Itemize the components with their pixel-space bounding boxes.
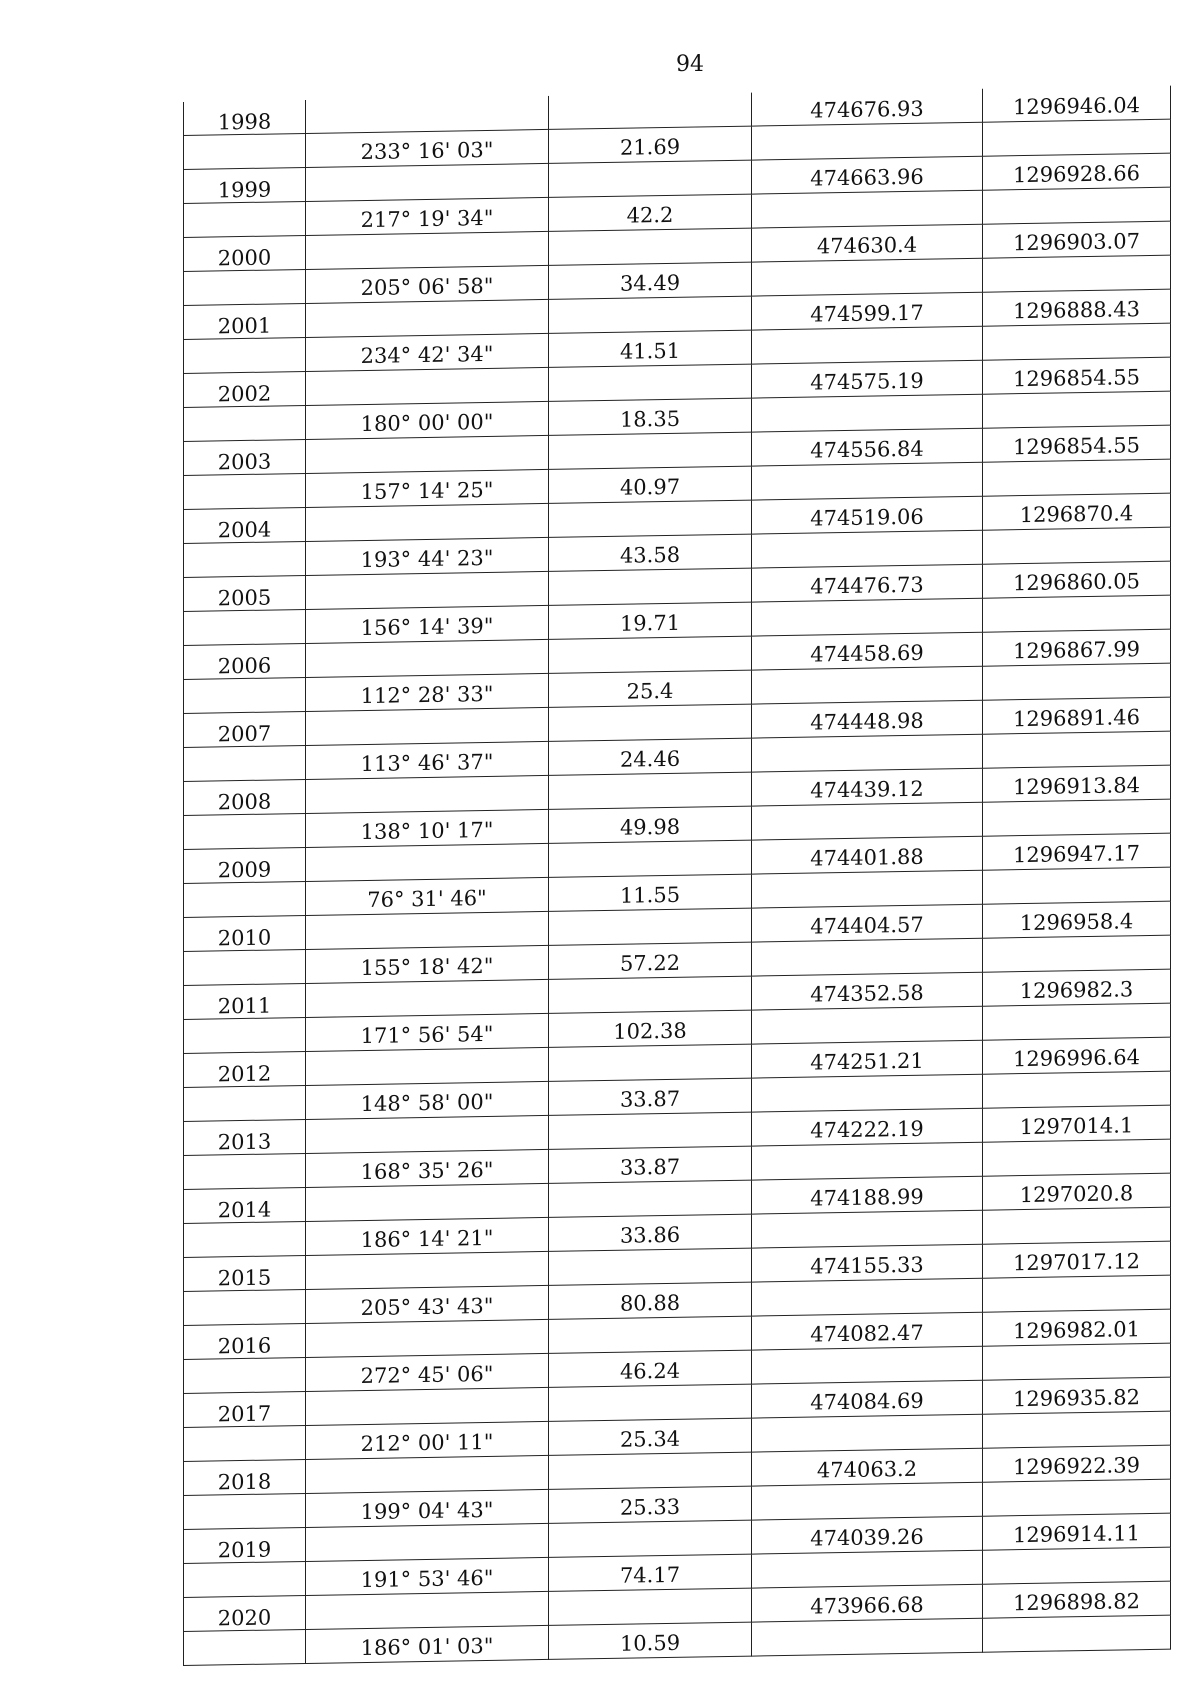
bearing-blank-cell — [306, 1183, 549, 1221]
station-cell: 1999 — [184, 167, 306, 203]
station-blank-cell — [184, 745, 306, 781]
bearing-cell: 171° 56' 54" — [306, 1013, 549, 1051]
easting-cell: 1296903.07 — [983, 221, 1171, 258]
station-blank-cell — [184, 337, 306, 373]
distance-blank-cell — [549, 704, 752, 741]
distance-blank-cell — [549, 93, 752, 130]
easting-cell: 1296982.3 — [983, 969, 1171, 1006]
bearing-cell: 180° 00' 00" — [306, 401, 549, 439]
distance-blank-cell — [549, 1452, 752, 1489]
distance-blank-cell — [549, 976, 752, 1013]
station-blank-cell — [184, 133, 306, 169]
station-cell: 2003 — [184, 439, 306, 475]
northing-cell: 474630.4 — [752, 224, 983, 262]
easting-cell: 1296922.39 — [983, 1445, 1171, 1482]
northing-blank-cell — [752, 734, 983, 772]
traverse-table-container — [183, 86, 1170, 1666]
traverse-table — [183, 86, 1171, 1666]
easting-cell: 1296928.66 — [983, 153, 1171, 190]
easting-blank-cell — [983, 391, 1171, 428]
northing-blank-cell — [752, 462, 983, 500]
bearing-cell: 113° 46' 37" — [306, 741, 549, 779]
northing-cell: 474676.93 — [752, 89, 983, 126]
bearing-blank-cell — [306, 979, 549, 1017]
northing-cell: 474401.88 — [752, 836, 983, 874]
station-blank-cell — [184, 609, 306, 645]
station-blank-cell — [184, 1629, 306, 1665]
bearing-blank-cell — [306, 1251, 549, 1289]
distance-cell: 19.71 — [549, 602, 752, 639]
station-blank-cell — [184, 201, 306, 237]
easting-blank-cell — [983, 187, 1171, 224]
easting-blank-cell — [983, 1343, 1171, 1380]
bearing-blank-cell — [306, 299, 549, 337]
northing-blank-cell — [752, 1550, 983, 1588]
northing-blank-cell — [752, 326, 983, 364]
distance-cell: 46.24 — [549, 1350, 752, 1387]
distance-blank-cell — [549, 568, 752, 605]
easting-cell: 1297017.12 — [983, 1241, 1171, 1278]
easting-cell: 1296891.46 — [983, 697, 1171, 734]
easting-cell: 1296888.43 — [983, 289, 1171, 326]
northing-cell: 474188.99 — [752, 1176, 983, 1214]
distance-blank-cell — [549, 908, 752, 945]
bearing-cell: 205° 06' 58" — [306, 265, 549, 303]
bearing-blank-cell — [306, 367, 549, 405]
distance-blank-cell — [549, 772, 752, 809]
bearing-cell: 191° 53' 46" — [306, 1557, 549, 1595]
bearing-cell: 148° 58' 00" — [306, 1081, 549, 1119]
bearing-blank-cell — [306, 163, 549, 201]
easting-cell: 1296947.17 — [983, 833, 1171, 870]
easting-blank-cell — [983, 323, 1171, 360]
bearing-blank-cell — [306, 1319, 549, 1357]
bearing-blank-cell — [306, 1523, 549, 1561]
northing-blank-cell — [752, 1482, 983, 1520]
distance-cell: 41.51 — [549, 330, 752, 367]
distance-blank-cell — [549, 1384, 752, 1421]
distance-blank-cell — [549, 1248, 752, 1285]
station-blank-cell — [184, 1493, 306, 1529]
station-blank-cell — [184, 677, 306, 713]
easting-cell: 1296867.99 — [983, 629, 1171, 666]
northing-blank-cell — [752, 1006, 983, 1044]
distance-cell: 80.88 — [549, 1282, 752, 1319]
northing-cell: 474155.33 — [752, 1244, 983, 1282]
northing-cell: 474663.96 — [752, 156, 983, 194]
easting-blank-cell — [983, 1139, 1171, 1176]
distance-blank-cell — [549, 500, 752, 537]
distance-blank-cell — [549, 432, 752, 469]
easting-blank-cell — [983, 1071, 1171, 1108]
northing-blank-cell — [752, 1618, 983, 1656]
bearing-blank-cell — [306, 231, 549, 269]
distance-cell: 102.38 — [549, 1010, 752, 1047]
station-blank-cell — [184, 1561, 306, 1597]
northing-blank-cell — [752, 598, 983, 636]
bearing-blank-cell — [306, 96, 549, 134]
distance-cell: 33.86 — [549, 1214, 752, 1251]
northing-blank-cell — [752, 870, 983, 908]
bearing-cell: 233° 16' 03" — [306, 129, 549, 167]
station-blank-cell — [184, 881, 306, 917]
bearing-cell: 234° 42' 34" — [306, 333, 549, 371]
northing-blank-cell — [752, 666, 983, 704]
station-blank-cell — [184, 269, 306, 305]
northing-blank-cell — [752, 1142, 983, 1180]
easting-cell: 1297020.8 — [983, 1173, 1171, 1210]
bearing-blank-cell — [306, 843, 549, 881]
station-cell: 2007 — [184, 711, 306, 747]
northing-cell: 474519.06 — [752, 496, 983, 534]
bearing-cell: 168° 35' 26" — [306, 1149, 549, 1187]
easting-cell: 1296854.55 — [983, 425, 1171, 462]
easting-cell: 1296914.11 — [983, 1513, 1171, 1550]
bearing-cell: 186° 01' 03" — [306, 1625, 549, 1663]
station-cell: 2002 — [184, 371, 306, 407]
easting-cell: 1296898.82 — [983, 1581, 1171, 1618]
bearing-blank-cell — [306, 503, 549, 541]
distance-blank-cell — [549, 364, 752, 401]
bearing-blank-cell — [306, 571, 549, 609]
northing-cell: 474222.19 — [752, 1108, 983, 1146]
distance-cell: 34.49 — [549, 262, 752, 299]
easting-blank-cell — [983, 935, 1171, 972]
station-cell: 2009 — [184, 847, 306, 883]
northing-cell: 474404.57 — [752, 904, 983, 942]
northing-blank-cell — [752, 122, 983, 160]
bearing-cell: 205° 43' 43" — [306, 1285, 549, 1323]
northing-cell: 474084.69 — [752, 1380, 983, 1418]
bearing-blank-cell — [306, 911, 549, 949]
distance-blank-cell — [549, 1044, 752, 1081]
station-blank-cell — [184, 949, 306, 985]
station-blank-cell — [184, 1221, 306, 1257]
distance-cell: 25.34 — [549, 1418, 752, 1455]
bearing-blank-cell — [306, 1591, 549, 1629]
distance-cell: 57.22 — [549, 942, 752, 979]
bearing-cell: 217° 19' 34" — [306, 197, 549, 235]
northing-cell: 474251.21 — [752, 1040, 983, 1078]
northing-cell: 474352.58 — [752, 972, 983, 1010]
bearing-blank-cell — [306, 1455, 549, 1493]
northing-cell: 474575.19 — [752, 360, 983, 398]
northing-cell: 473966.68 — [752, 1584, 983, 1622]
easting-blank-cell — [983, 459, 1171, 496]
easting-blank-cell — [983, 527, 1171, 564]
distance-cell: 11.55 — [549, 874, 752, 911]
bearing-cell: 272° 45' 06" — [306, 1353, 549, 1391]
northing-cell: 474063.2 — [752, 1448, 983, 1486]
station-cell: 2006 — [184, 643, 306, 679]
bearing-cell: 155° 18' 42" — [306, 945, 549, 983]
northing-cell: 474448.98 — [752, 700, 983, 738]
northing-cell: 474476.73 — [752, 564, 983, 602]
easting-blank-cell — [983, 1479, 1171, 1516]
bearing-blank-cell — [306, 775, 549, 813]
station-blank-cell — [184, 1425, 306, 1461]
station-blank-cell — [184, 1289, 306, 1325]
northing-cell: 474082.47 — [752, 1312, 983, 1350]
bearing-blank-cell — [306, 707, 549, 745]
northing-blank-cell — [752, 1074, 983, 1112]
station-blank-cell — [184, 541, 306, 577]
station-cell: 2018 — [184, 1459, 306, 1495]
bearing-cell: 157° 14' 25" — [306, 469, 549, 507]
easting-blank-cell — [983, 1003, 1171, 1040]
easting-blank-cell — [983, 1207, 1171, 1244]
station-cell: 2014 — [184, 1187, 306, 1223]
bearing-cell: 193° 44' 23" — [306, 537, 549, 575]
easting-blank-cell — [983, 731, 1171, 768]
northing-cell: 474039.26 — [752, 1516, 983, 1554]
station-blank-cell — [184, 1153, 306, 1189]
distance-cell: 33.87 — [549, 1078, 752, 1115]
station-cell: 2019 — [184, 1527, 306, 1563]
northing-cell: 474599.17 — [752, 292, 983, 330]
bearing-blank-cell — [306, 1115, 549, 1153]
station-cell: 2004 — [184, 507, 306, 543]
easting-blank-cell — [983, 663, 1171, 700]
easting-blank-cell — [983, 1547, 1171, 1584]
distance-blank-cell — [549, 1520, 752, 1557]
distance-cell: 18.35 — [549, 398, 752, 435]
easting-cell: 1296982.01 — [983, 1309, 1171, 1346]
distance-cell: 74.17 — [549, 1554, 752, 1591]
easting-cell: 1296870.4 — [983, 493, 1171, 530]
bearing-blank-cell — [306, 435, 549, 473]
bearing-blank-cell — [306, 1387, 549, 1425]
distance-cell: 43.58 — [549, 534, 752, 571]
northing-blank-cell — [752, 938, 983, 976]
easting-cell: 1296996.64 — [983, 1037, 1171, 1074]
northing-blank-cell — [752, 1414, 983, 1452]
easting-blank-cell — [983, 867, 1171, 904]
station-cell: 2015 — [184, 1255, 306, 1291]
northing-blank-cell — [752, 1210, 983, 1248]
bearing-blank-cell — [306, 639, 549, 677]
easting-blank-cell — [983, 119, 1171, 156]
northing-blank-cell — [752, 802, 983, 840]
bearing-cell: 156° 14' 39" — [306, 605, 549, 643]
distance-cell: 10.59 — [549, 1622, 752, 1659]
station-cell: 2005 — [184, 575, 306, 611]
station-cell: 2010 — [184, 915, 306, 951]
easting-cell: 1297014.1 — [983, 1105, 1171, 1142]
station-cell: 2001 — [184, 303, 306, 339]
distance-cell: 25.33 — [549, 1486, 752, 1523]
station-blank-cell — [184, 1017, 306, 1053]
distance-blank-cell — [549, 228, 752, 265]
station-blank-cell — [184, 813, 306, 849]
station-cell: 1998 — [184, 100, 306, 136]
distance-cell: 40.97 — [549, 466, 752, 503]
easting-blank-cell — [983, 1411, 1171, 1448]
traverse-table-body — [184, 86, 1171, 1666]
easting-blank-cell — [983, 1275, 1171, 1312]
easting-cell: 1296935.82 — [983, 1377, 1171, 1414]
easting-blank-cell — [983, 799, 1171, 836]
distance-blank-cell — [549, 296, 752, 333]
northing-blank-cell — [752, 530, 983, 568]
station-cell: 2000 — [184, 235, 306, 271]
distance-blank-cell — [549, 1180, 752, 1217]
easting-cell: 1296913.84 — [983, 765, 1171, 802]
station-cell: 2012 — [184, 1051, 306, 1087]
bearing-cell: 76° 31' 46" — [306, 877, 549, 915]
northing-cell: 474458.69 — [752, 632, 983, 670]
distance-cell: 25.4 — [549, 670, 752, 707]
distance-cell: 24.46 — [549, 738, 752, 775]
station-cell: 2011 — [184, 983, 306, 1019]
distance-cell: 33.87 — [549, 1146, 752, 1183]
distance-cell: 42.2 — [549, 194, 752, 231]
northing-blank-cell — [752, 1346, 983, 1384]
easting-cell: 1296946.04 — [983, 86, 1171, 123]
station-blank-cell — [184, 1357, 306, 1393]
northing-blank-cell — [752, 190, 983, 228]
distance-cell: 21.69 — [549, 126, 752, 163]
distance-blank-cell — [549, 1112, 752, 1149]
bearing-cell: 186° 14' 21" — [306, 1217, 549, 1255]
distance-blank-cell — [549, 636, 752, 673]
northing-blank-cell — [752, 394, 983, 432]
easting-blank-cell — [983, 1615, 1171, 1652]
easting-blank-cell — [983, 255, 1171, 292]
page-number: 94 — [676, 52, 704, 77]
station-blank-cell — [184, 405, 306, 441]
bearing-cell: 199° 04' 43" — [306, 1489, 549, 1527]
station-cell: 2017 — [184, 1391, 306, 1427]
distance-blank-cell — [549, 160, 752, 197]
easting-cell: 1296854.55 — [983, 357, 1171, 394]
distance-blank-cell — [549, 840, 752, 877]
easting-cell: 1296860.05 — [983, 561, 1171, 598]
station-blank-cell — [184, 473, 306, 509]
distance-cell: 49.98 — [549, 806, 752, 843]
northing-blank-cell — [752, 1278, 983, 1316]
easting-cell: 1296958.4 — [983, 901, 1171, 938]
bearing-cell: 138° 10' 17" — [306, 809, 549, 847]
station-cell: 2008 — [184, 779, 306, 815]
station-blank-cell — [184, 1085, 306, 1121]
easting-blank-cell — [983, 595, 1171, 632]
bearing-cell: 112° 28' 33" — [306, 673, 549, 711]
distance-blank-cell — [549, 1316, 752, 1353]
distance-blank-cell — [549, 1588, 752, 1625]
northing-cell: 474439.12 — [752, 768, 983, 806]
northing-cell: 474556.84 — [752, 428, 983, 466]
station-cell: 2016 — [184, 1323, 306, 1359]
bearing-cell: 212° 00' 11" — [306, 1421, 549, 1459]
station-cell: 2020 — [184, 1595, 306, 1631]
bearing-blank-cell — [306, 1047, 549, 1085]
station-cell: 2013 — [184, 1119, 306, 1155]
northing-blank-cell — [752, 258, 983, 296]
